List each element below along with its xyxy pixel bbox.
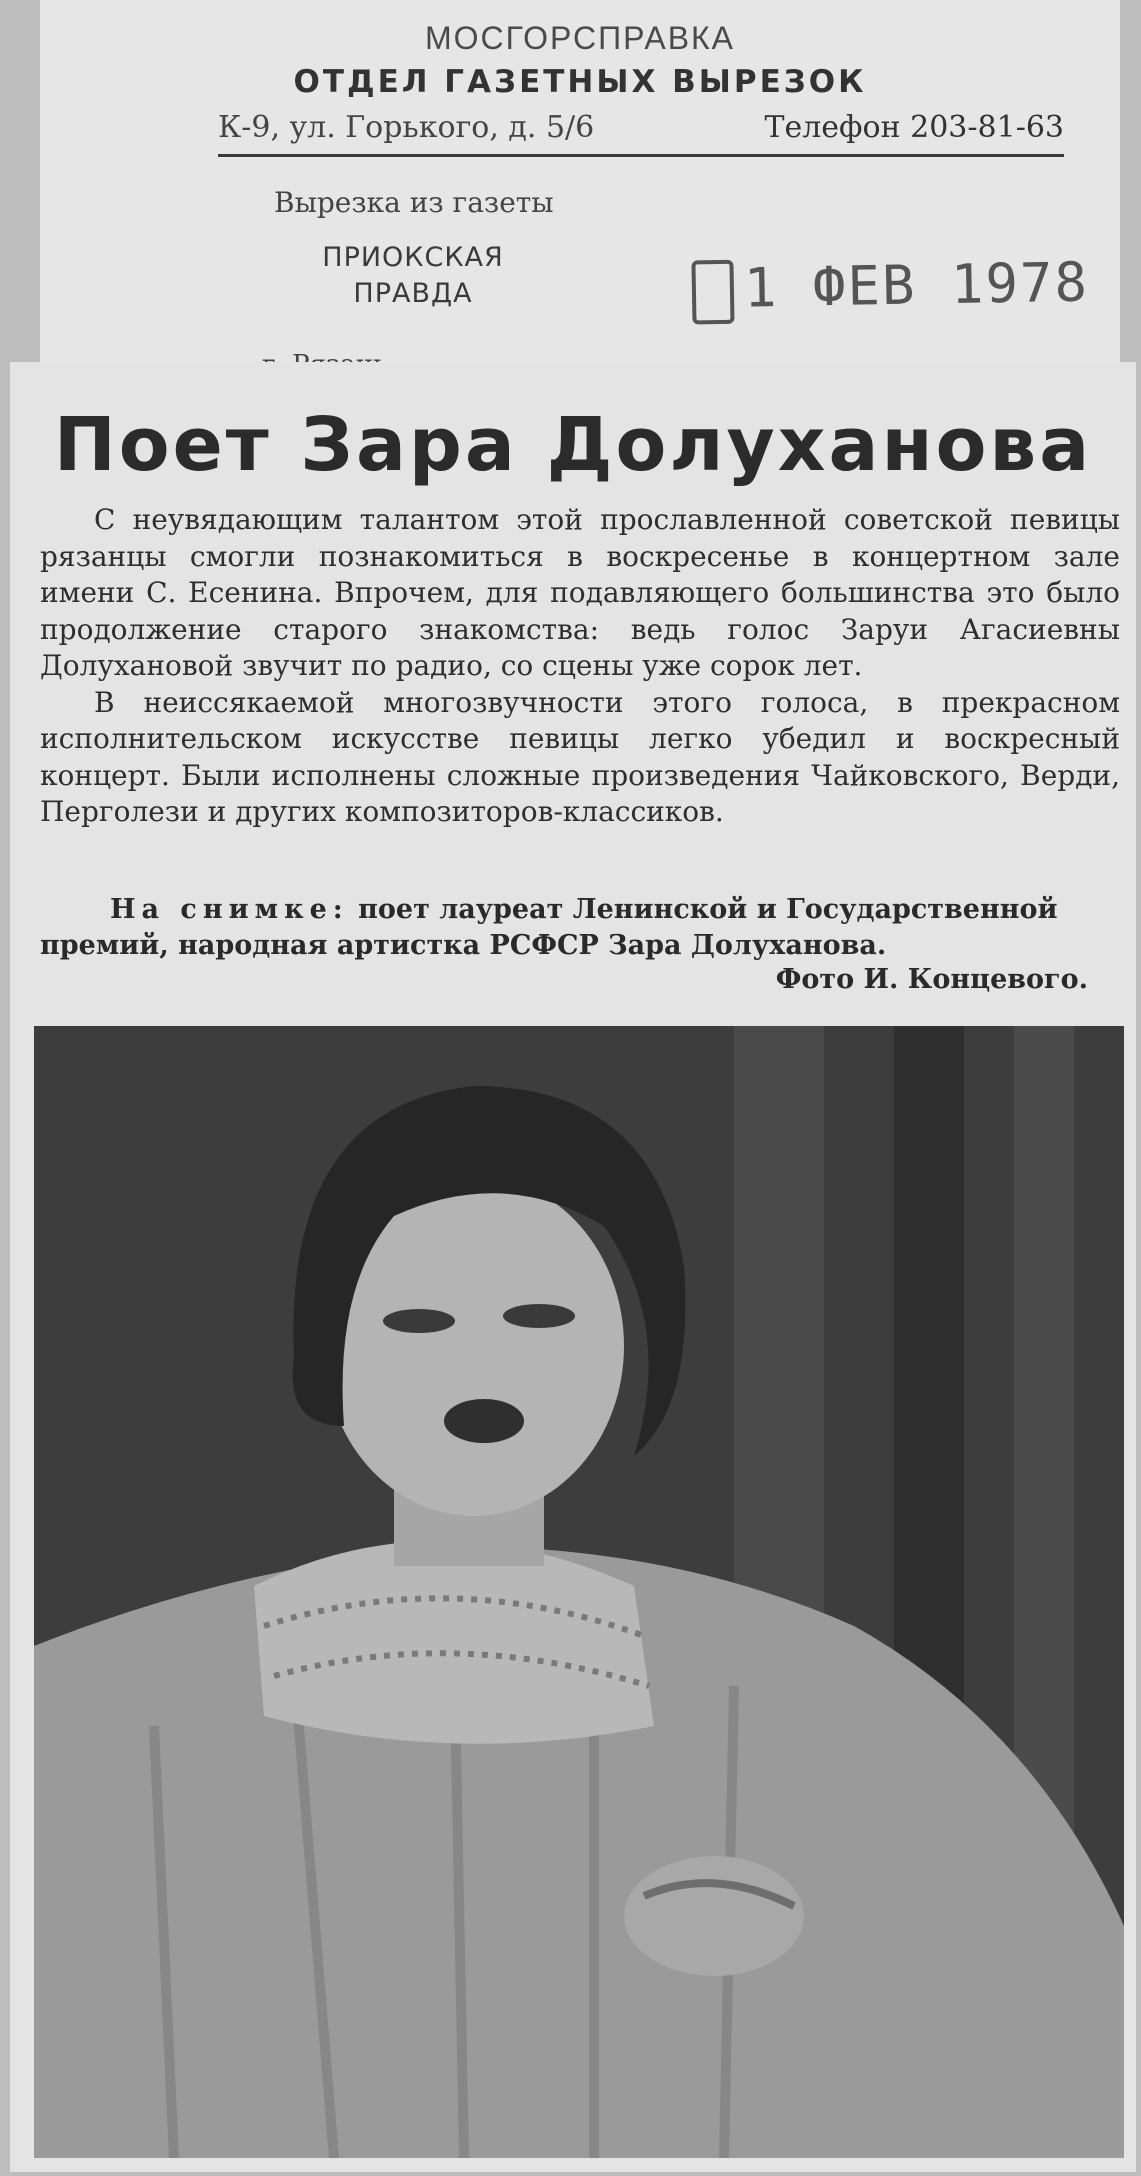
- photo-caption: [40, 892, 1120, 964]
- singer-photo: [34, 1026, 1124, 2158]
- article-paragraph: В неиссякаемой многозвучности этого голоса, в прекрасном исполнительском искусстве певицы легко убедил и воскресный концерт. Были исполнены сложные произведения Чайковского, Верди, Перголези и других композиторов-классиков.: [40, 685, 1120, 828]
- newspaper-name: ПРИОКСКАЯ ПРАВДА: [322, 242, 504, 309]
- singer-photo-illustration: [34, 1026, 1124, 2158]
- stamp-icon: [691, 260, 734, 325]
- caption-text: поет лауреат Ленинской и Государственной премий, народная артистка РСФСР Зара Долуханова.: [40, 894, 1058, 961]
- agency-phone: Телефон 203-81-63: [764, 110, 1064, 145]
- article-paragraph: С неувядающим талантом этой прославленной советской певицы рязанцы смогли познакомиться в воскресенье в концертном зале имени С. Есенина. Впрочем, для подавляющего большинства это было продолжение старого знакомства: ведь голос Заруи Агасиевны Долухановой звучит по радио, со сцены уже сорок лет.: [40, 503, 1120, 682]
- department-name: ОТДЕЛ ГАЗЕТНЫХ ВЫРЕЗОК: [293, 64, 867, 100]
- caption-lead: На снимке:: [110, 894, 349, 925]
- newspaper-article: [10, 362, 1136, 2172]
- article-headline: Поет Зара Долуханова: [53, 402, 1093, 488]
- photo-credit: Фото И. Концевого.: [775, 964, 1088, 995]
- agency-address: К-9, ул. Горького, д. 5/6: [218, 110, 595, 145]
- date-stamp: [691, 251, 1092, 334]
- clipping-service-slip: [40, 0, 1120, 400]
- address-row: [218, 110, 1064, 157]
- date-stamp-text: 1 ФЕВ 1978: [743, 250, 1090, 320]
- agency-name: МОСГОРСПРАВКА: [424, 20, 736, 56]
- article-body: [40, 502, 1120, 831]
- clipping-label: Вырезка из газеты: [274, 186, 554, 219]
